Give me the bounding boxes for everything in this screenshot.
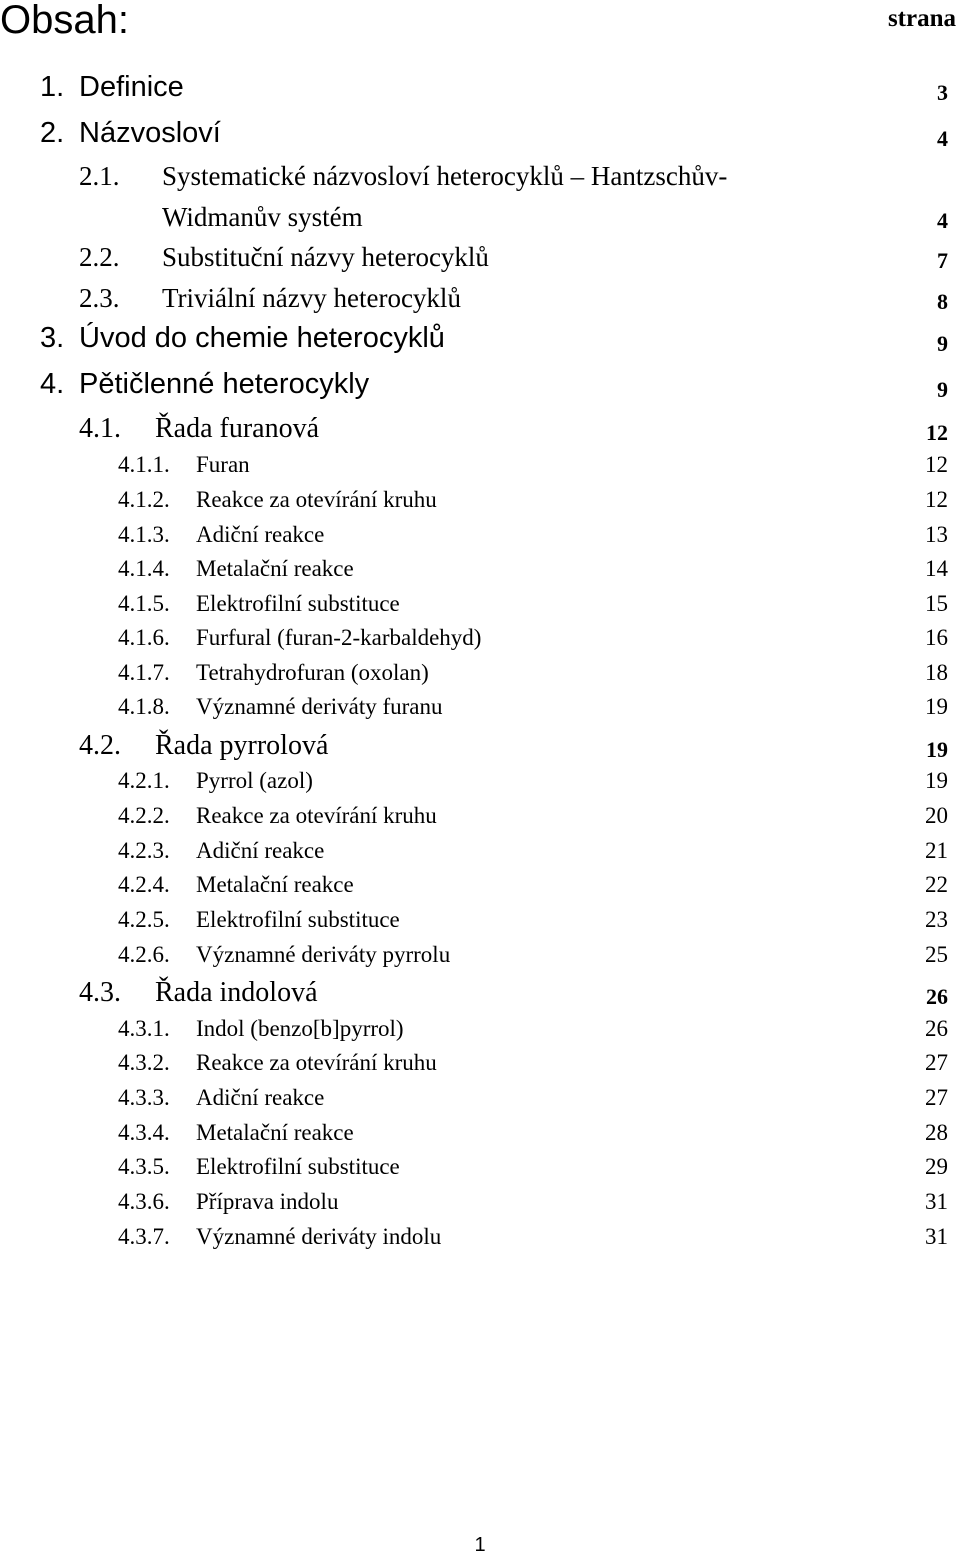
toc-entry-title: Řada furanová xyxy=(155,413,320,444)
toc-entry-title: Významné deriváty indolu xyxy=(196,1224,442,1249)
toc-entry-title: Řada pyrrolová xyxy=(155,730,329,761)
toc-entry-number: 2. xyxy=(40,117,65,149)
toc-entry-title: Furfural (furan-2-karbaldehyd) xyxy=(196,625,482,650)
toc-entry-title: Metalační reakce xyxy=(196,872,354,897)
toc-entry-number: 4.2.6. xyxy=(118,942,170,967)
toc-entry-title: Elektrofilní substituce xyxy=(196,1154,400,1179)
toc-entry-page: 19 xyxy=(925,768,948,793)
toc-entry-page: 12 xyxy=(926,420,948,445)
toc-entry-page: 16 xyxy=(925,625,948,650)
toc-entry-page: 27 xyxy=(925,1050,948,1075)
page-column-label: strana xyxy=(887,5,956,32)
toc-entry-number: 4.1.4. xyxy=(118,556,170,581)
toc-entry-number: 4.3.6. xyxy=(118,1189,170,1214)
toc-entry-page: 8 xyxy=(937,289,948,314)
toc-entry-number: 4.1.8. xyxy=(118,694,170,719)
toc-entry-page: 21 xyxy=(925,838,948,863)
toc-entry-title: Pětičlenné heterocykly xyxy=(79,368,370,400)
toc-entry-page: 25 xyxy=(925,942,948,967)
toc-entry-title: Reakce za otevírání kruhu xyxy=(196,487,437,512)
toc-entry-title: Definice xyxy=(79,71,184,103)
toc-entry-title: Metalační reakce xyxy=(196,1120,354,1145)
toc-entry-number: 4.3.7. xyxy=(118,1224,170,1249)
toc-entry-page: 4 xyxy=(937,208,948,233)
toc-entry-number: 4.3.5. xyxy=(118,1154,170,1179)
toc-entry-title: Adiční reakce xyxy=(196,1085,325,1110)
toc-entry-title: Pyrrol (azol) xyxy=(196,768,313,793)
toc-entry-number: 4.2. xyxy=(79,730,121,761)
toc-entry-page: 13 xyxy=(925,522,948,547)
toc-entry-number: 2.1. xyxy=(79,161,120,191)
toc-entry-page: 14 xyxy=(925,556,948,581)
toc-entry-number: 4.1.7. xyxy=(118,660,170,685)
toc-entry-number: 4.2.4. xyxy=(118,872,170,897)
toc-entry-number: 4.3.3. xyxy=(118,1085,170,1110)
toc-entry-page: 22 xyxy=(925,872,948,897)
toc-entry-page: 29 xyxy=(925,1154,948,1179)
toc-entry-title: Widmanův systém xyxy=(162,202,363,232)
toc-entry-title: Systematické názvosloví heterocyklů – Hantzschův- xyxy=(162,161,728,191)
toc-entry-number: 4.3.1. xyxy=(118,1016,170,1041)
toc-heading: Obsah: xyxy=(0,0,129,42)
toc-entry-title: Adiční reakce xyxy=(196,838,325,863)
toc-entry-number: 4.2.3. xyxy=(118,838,170,863)
toc-entry-page: 26 xyxy=(925,1016,948,1041)
toc-entry-page: 31 xyxy=(925,1224,948,1249)
toc-entry-number: 4.2.5. xyxy=(118,907,170,932)
toc-entry-page: 31 xyxy=(925,1189,948,1214)
toc-entry-page: 27 xyxy=(925,1085,948,1110)
toc-entry-page: 3 xyxy=(937,80,948,105)
toc-entry-title: Elektrofilní substituce xyxy=(196,591,400,616)
toc-entry-number: 1. xyxy=(40,71,65,103)
toc-entry-page: 20 xyxy=(925,803,948,828)
toc-entry-title: Indol (benzo[b]pyrrol) xyxy=(196,1016,404,1041)
toc-entry-page: 9 xyxy=(937,331,948,356)
toc-entry-title: Názvosloví xyxy=(79,117,221,149)
page-number: 1 xyxy=(474,1534,486,1556)
toc-entry-number: 2.3. xyxy=(79,283,120,313)
toc-entry-page: 9 xyxy=(937,377,948,402)
toc-entry-number: 4.2.2. xyxy=(118,803,170,828)
toc-entry-title: Významné deriváty furanu xyxy=(196,694,443,719)
toc-entry-number: 4. xyxy=(40,368,65,400)
toc-entry-number: 4.1.1. xyxy=(118,452,170,477)
toc-entry-title: Tetrahydrofuran (oxolan) xyxy=(196,660,429,685)
toc-entry-title: Adiční reakce xyxy=(196,522,325,547)
toc-entry-number: 4.1.6. xyxy=(118,625,170,650)
toc-entry-number: 4.1. xyxy=(79,413,121,444)
toc-entry-number: 4.3.4. xyxy=(118,1120,170,1145)
toc-entry-number: 4.1.2. xyxy=(118,487,170,512)
toc-entry-title: Významné deriváty pyrrolu xyxy=(196,942,451,967)
toc-entry-page: 26 xyxy=(926,984,948,1009)
toc-entry-page: 12 xyxy=(925,487,948,512)
toc-entry-number: 2.2. xyxy=(79,242,120,272)
toc-entry-page: 7 xyxy=(937,248,948,273)
toc-entry-page: 19 xyxy=(926,737,948,762)
toc-entry-number: 4.2.1. xyxy=(118,768,170,793)
toc-entry-title: Příprava indolu xyxy=(196,1189,339,1214)
toc-entry-title: Furan xyxy=(196,452,250,477)
toc-entry-page: 28 xyxy=(925,1120,948,1145)
toc-entry-page: 12 xyxy=(925,452,948,477)
toc-entry-number: 4.1.3. xyxy=(118,522,170,547)
toc-entry-page: 19 xyxy=(925,694,948,719)
toc-entry-title: Reakce za otevírání kruhu xyxy=(196,1050,437,1075)
toc-entry-number: 4.3.2. xyxy=(118,1050,170,1075)
toc-entry-title: Reakce za otevírání kruhu xyxy=(196,803,437,828)
toc-entry-title: Metalační reakce xyxy=(196,556,354,581)
toc-entry-page: 18 xyxy=(925,660,948,685)
toc-entry-title: Úvod do chemie heterocyklů xyxy=(79,322,445,354)
toc-entry-page: 23 xyxy=(925,907,948,932)
toc-entry-number: 4.1.5. xyxy=(118,591,170,616)
toc-entry-page: 15 xyxy=(925,591,948,616)
toc-entry-title: Elektrofilní substituce xyxy=(196,907,400,932)
toc-entry-number: 4.3. xyxy=(79,977,121,1008)
toc-entry-title: Triviální názvy heterocyklů xyxy=(162,283,461,313)
toc-entry-page: 4 xyxy=(937,126,948,151)
toc-entry-title: Řada indolová xyxy=(155,977,318,1008)
toc-entry-number: 3. xyxy=(40,322,65,354)
toc-entry-title: Substituční názvy heterocyklů xyxy=(162,242,489,272)
